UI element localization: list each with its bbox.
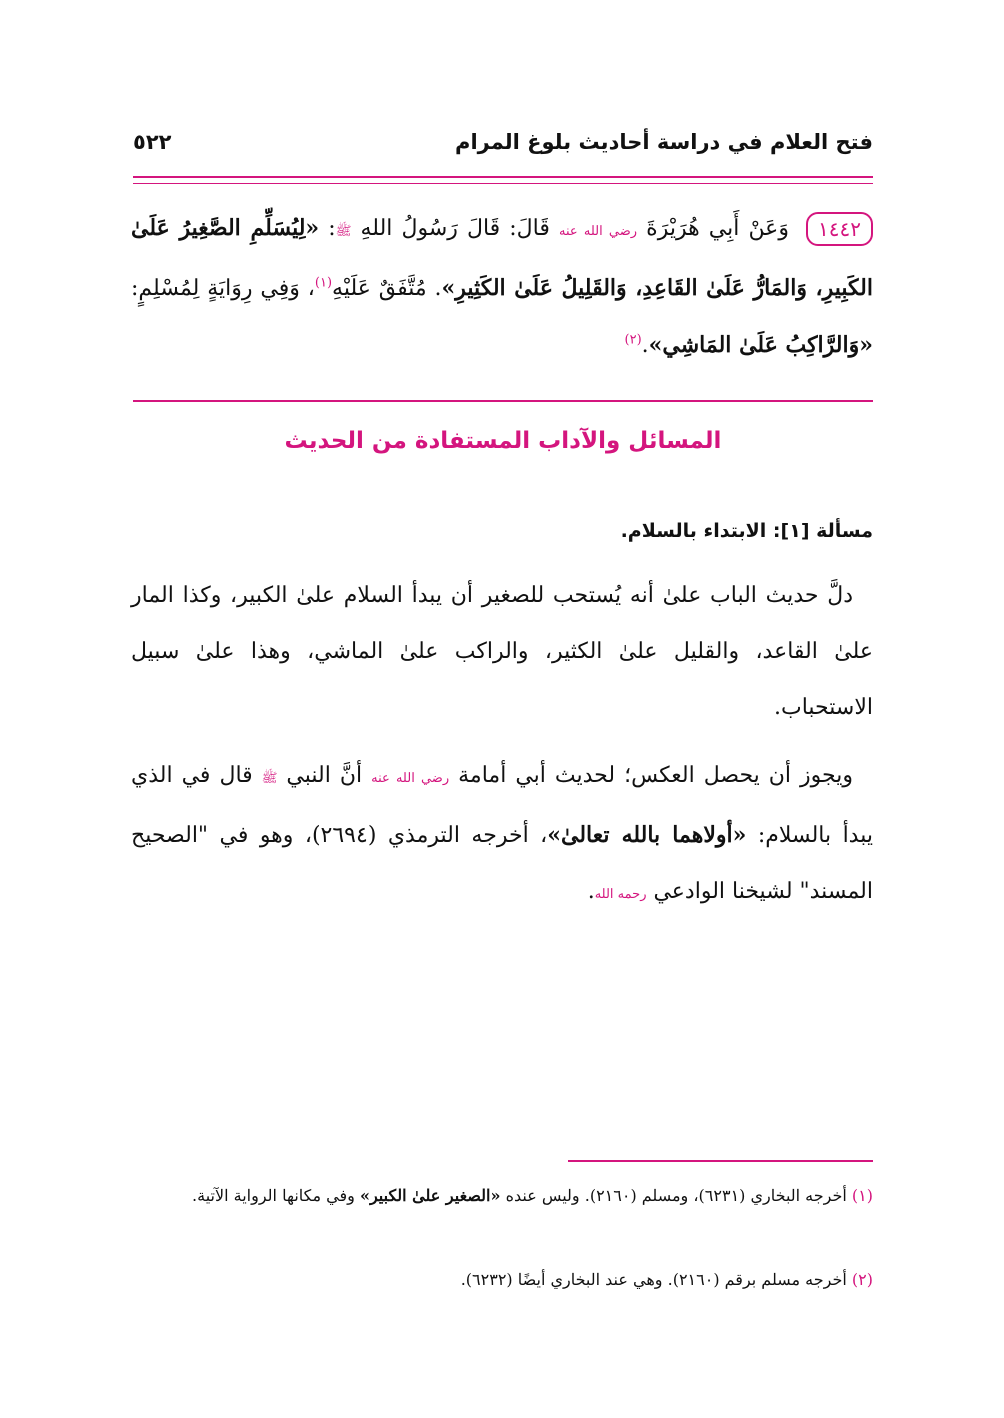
header-rule: [133, 176, 873, 178]
para2-b: أنَّ النبي: [286, 763, 363, 788]
page-number: ٥٢٢: [133, 130, 172, 154]
hadith-riwaya: ، وَفِي رِوَايَةٍ لِمُسْلِمٍ:: [131, 276, 315, 301]
footnote-rule: [568, 1160, 873, 1162]
honorific: رضي الله عنه: [371, 771, 450, 786]
section-title: المسائل والآداب المستفادة من الحديث: [284, 428, 722, 454]
hadith-said: قَالَ: قَالَ رَسُولُ اللهِ: [360, 216, 550, 241]
masala-title: الابتداء بالسلام.: [620, 520, 767, 542]
para2-f: .: [587, 879, 595, 904]
running-header: [133, 128, 873, 168]
footnote-text: أخرجه مسلم برقم (٢١٦٠). وهي عند البخاري أيضًا (٦٢٣٢).: [460, 1270, 847, 1289]
footnote-number: (٢): [851, 1270, 873, 1289]
hadith-number: ١٤٤٢: [806, 212, 873, 246]
hadith-agreed: . مُتَّفَقٌ عَلَيْهِ: [332, 276, 442, 301]
footnote-bold: «الصغير علىٰ الكبير»: [359, 1186, 501, 1205]
hadith-text: [131, 200, 873, 374]
masala-heading: [621, 520, 873, 542]
colon: :: [328, 216, 336, 241]
paragraph-2: [131, 748, 873, 923]
para2-e: "الصحيح المسند" لشيخنا الوادعي: [131, 823, 873, 904]
footnote-mark-1[interactable]: (١): [314, 275, 333, 291]
footnote-2: [131, 1264, 873, 1296]
para2-c: قال في الذي يبدأ بالسلام:: [131, 763, 873, 848]
para2-d: ، أخرجه الترمذي (٢٦٩٤)، وهو في: [219, 823, 548, 848]
hadith-rule: [133, 400, 873, 402]
hadith-matn: «لِيُسَلِّمِ الصَّغِيرُ عَلَىٰ الكَبِيرِ، وَالمَارُّ عَلَىٰ القَاعِدِ، وَالقَلِيلُ عَلَىٰ الكَثِيرِ»: [131, 215, 873, 301]
masala-label: مسألة [١]:: [772, 520, 873, 542]
honorific: ﷺ: [261, 771, 278, 786]
footnote-text: وفي مكانها الرواية الآتية.: [192, 1186, 355, 1205]
footnote-text: أخرجه البخاري (٦٢٣١)، ومسلم (٢١٦٠). وليس عنده: [505, 1186, 847, 1205]
hadith-end: .: [641, 333, 649, 358]
para2-a: ويجوز أن يحصل العكس؛ لحديث أبي أمامة: [458, 763, 853, 788]
honorific: رحمه الله: [594, 887, 647, 902]
hadith-riwaya-matn: «وَالرَّاكِبُ عَلَىٰ المَاشِي»: [648, 332, 873, 358]
para2-quote: «أولاهما بالله تعالىٰ»: [547, 822, 747, 848]
honorific: ﷺ: [335, 224, 352, 239]
hadith-intro: وَعَنْ أَبِي هُرَيْرَةَ: [646, 216, 789, 241]
paragraph-1: دلَّ حديث الباب علىٰ أنه يُستحب للصغير أن يبدأ السلام علىٰ الكبير، وكذا المار علىٰ القاعد، والقليل علىٰ الكثير، والراكب علىٰ الماشي، وهذا علىٰ سبيل الاستحباب.: [131, 583, 873, 720]
footnote-mark-2[interactable]: (٢): [624, 332, 642, 348]
book-title: فتح العلام في دراسة أحاديث بلوغ المرام: [455, 130, 873, 154]
footnote-1: [131, 1180, 873, 1212]
honorific: رضي الله عنه: [558, 224, 638, 239]
header-rule-thin: [133, 183, 873, 184]
footnote-number: (١): [851, 1186, 873, 1205]
